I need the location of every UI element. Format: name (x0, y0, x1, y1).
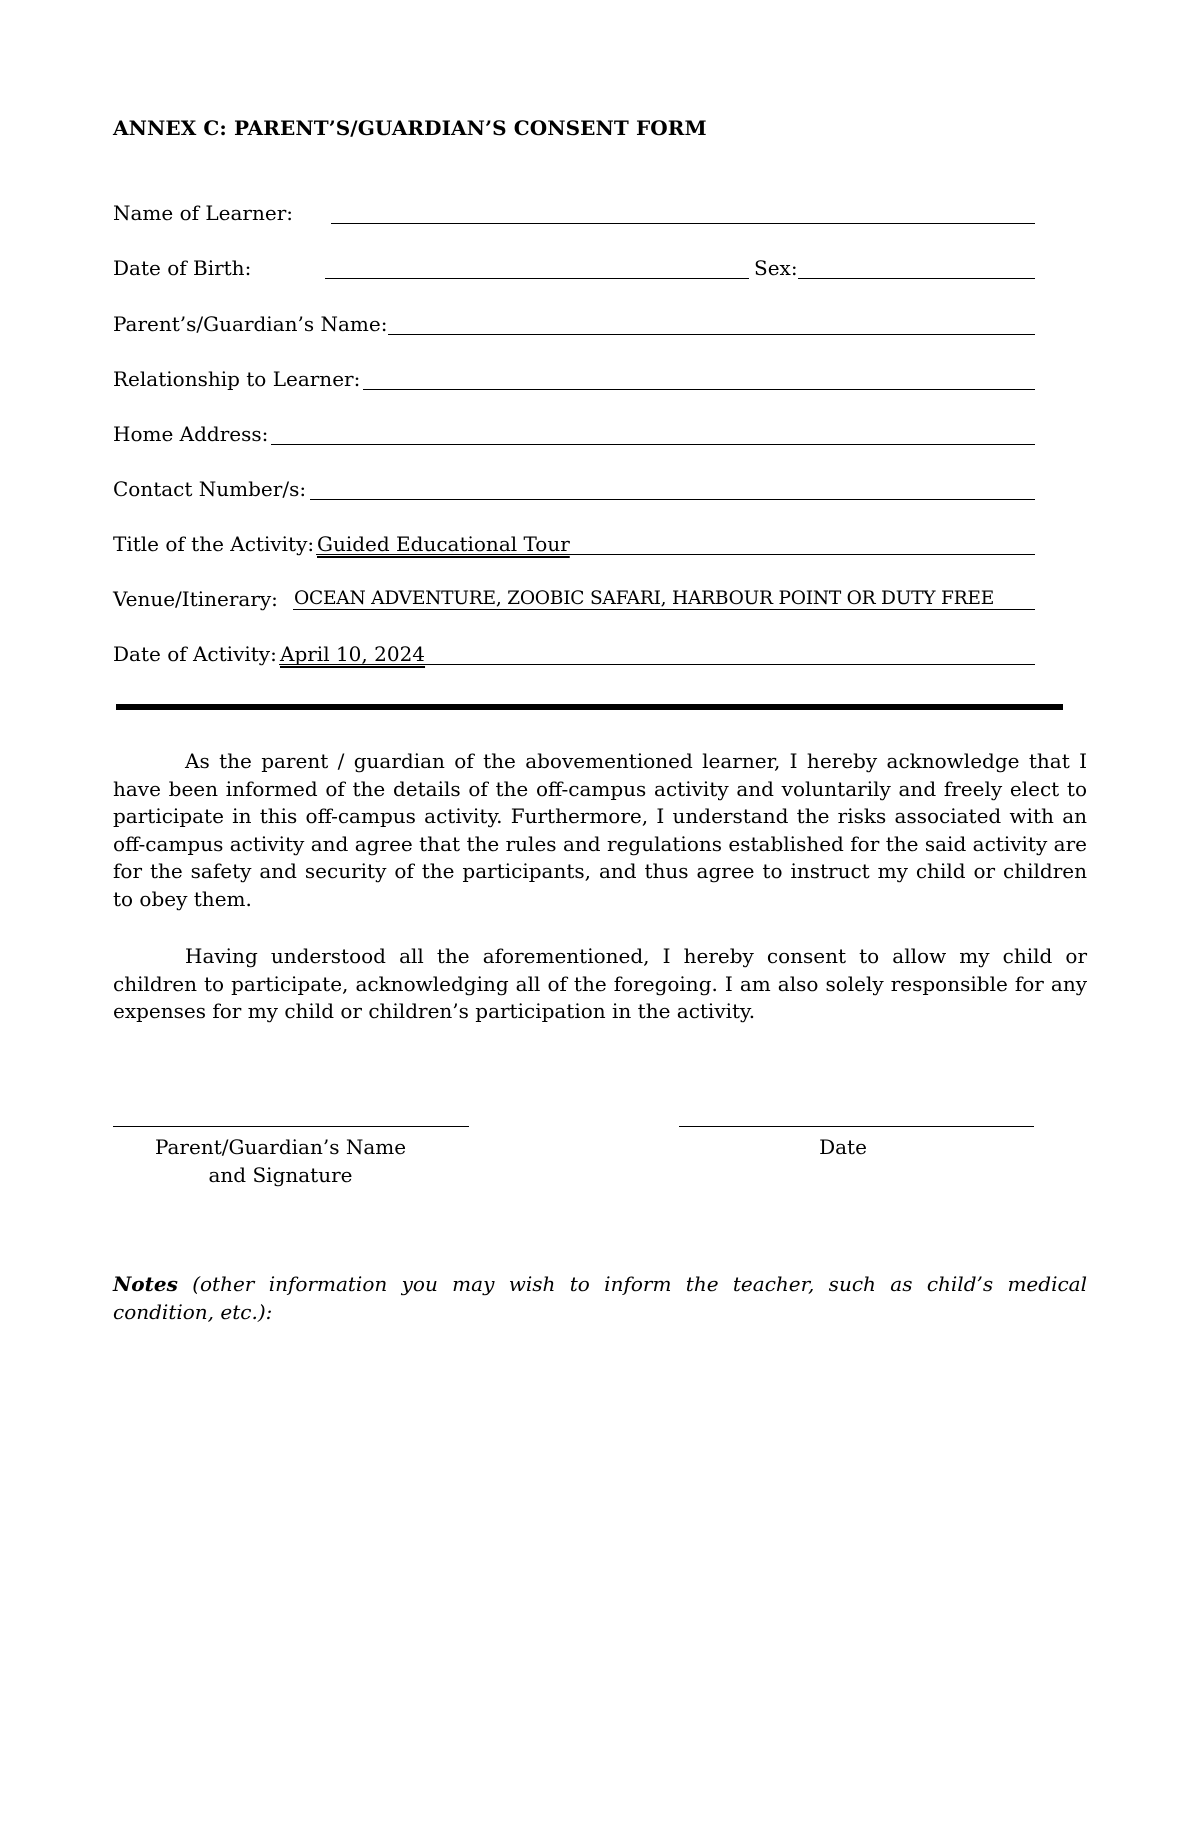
notes-text: (other information you may wish to inform the teacher, such as child’s medical condition, etc.): (113, 1272, 1087, 1324)
activity-date-value: April 10, 2024 (280, 642, 426, 666)
learner-name-label: Name of Learner: (113, 201, 293, 225)
field-row-learner-name (113, 198, 1035, 228)
notes-section (113, 1270, 1087, 1326)
field-row-contact-number (113, 474, 1035, 504)
field-row-activity-title (113, 529, 1035, 559)
guardian-signature-label-line1: Parent/Guardian’s Name (154, 1135, 407, 1159)
birth-date-input[interactable] (325, 278, 749, 279)
contact-number-label: Contact Number/s: (113, 477, 307, 501)
activity-date-label: Date of Activity: (113, 642, 277, 666)
field-row-birth-sex (113, 253, 1035, 283)
home-address-input[interactable] (271, 444, 1035, 445)
birth-date-label: Date of Birth: (113, 256, 252, 280)
consent-paragraph: Having understood all the aforementioned, I hereby consent to allow my child or children to participate, acknowledging all of the foregoing. I am also solely responsible for any expenses for my child or children’s participation in the activity. (113, 944, 1087, 1023)
acknowledgement-paragraph: As the parent / guardian of the abovementioned learner, I hereby acknowledge that I have been informed of the details of the off-campus activity and voluntarily and freely elect to participate in this off-campus activity. Furthermore, I understand the risks associated with an off-campus activity and agree that the rules and regulations established for the said activity are for the safety and security of the participants, and thus agree to instruct my child or children to obey them. (113, 749, 1087, 911)
field-row-relationship (113, 364, 1035, 394)
date-signature-label: Date (819, 1135, 867, 1159)
section-divider (116, 704, 1063, 710)
form-title: ANNEX C: PARENT’S/GUARDIAN’S CONSENT FORM (113, 116, 707, 140)
guardian-signature-label-line2: and Signature (208, 1163, 353, 1187)
home-address-label: Home Address: (113, 422, 269, 446)
date-signature-line[interactable] (679, 1126, 1034, 1127)
activity-title-value: Guided Educational Tour (317, 532, 570, 556)
field-row-home-address (113, 419, 1035, 449)
relationship-label: Relationship to Learner: (113, 367, 361, 391)
learner-name-input[interactable] (331, 223, 1035, 224)
field-row-venue (113, 584, 1035, 614)
guardian-name-input[interactable] (388, 334, 1035, 335)
sex-label: Sex: (754, 256, 798, 280)
field-row-guardian-name (113, 309, 1035, 339)
relationship-input[interactable] (363, 389, 1035, 390)
activity-title-label: Title of the Activity: (113, 532, 315, 556)
notes-heading: Notes (113, 1272, 178, 1296)
guardian-signature-label (113, 1133, 448, 1189)
field-row-activity-date (113, 639, 1035, 669)
venue-label: Venue/Itinerary: (113, 587, 278, 611)
contact-number-input[interactable] (310, 499, 1035, 500)
sex-input[interactable] (798, 278, 1035, 279)
guardian-name-label: Parent’s/Guardian’s Name: (113, 312, 388, 336)
guardian-signature-line[interactable] (113, 1126, 469, 1127)
venue-value: OCEAN ADVENTURE, ZOOBIC SAFARI, HARBOUR POINT OR DUTY FREE (294, 588, 995, 609)
